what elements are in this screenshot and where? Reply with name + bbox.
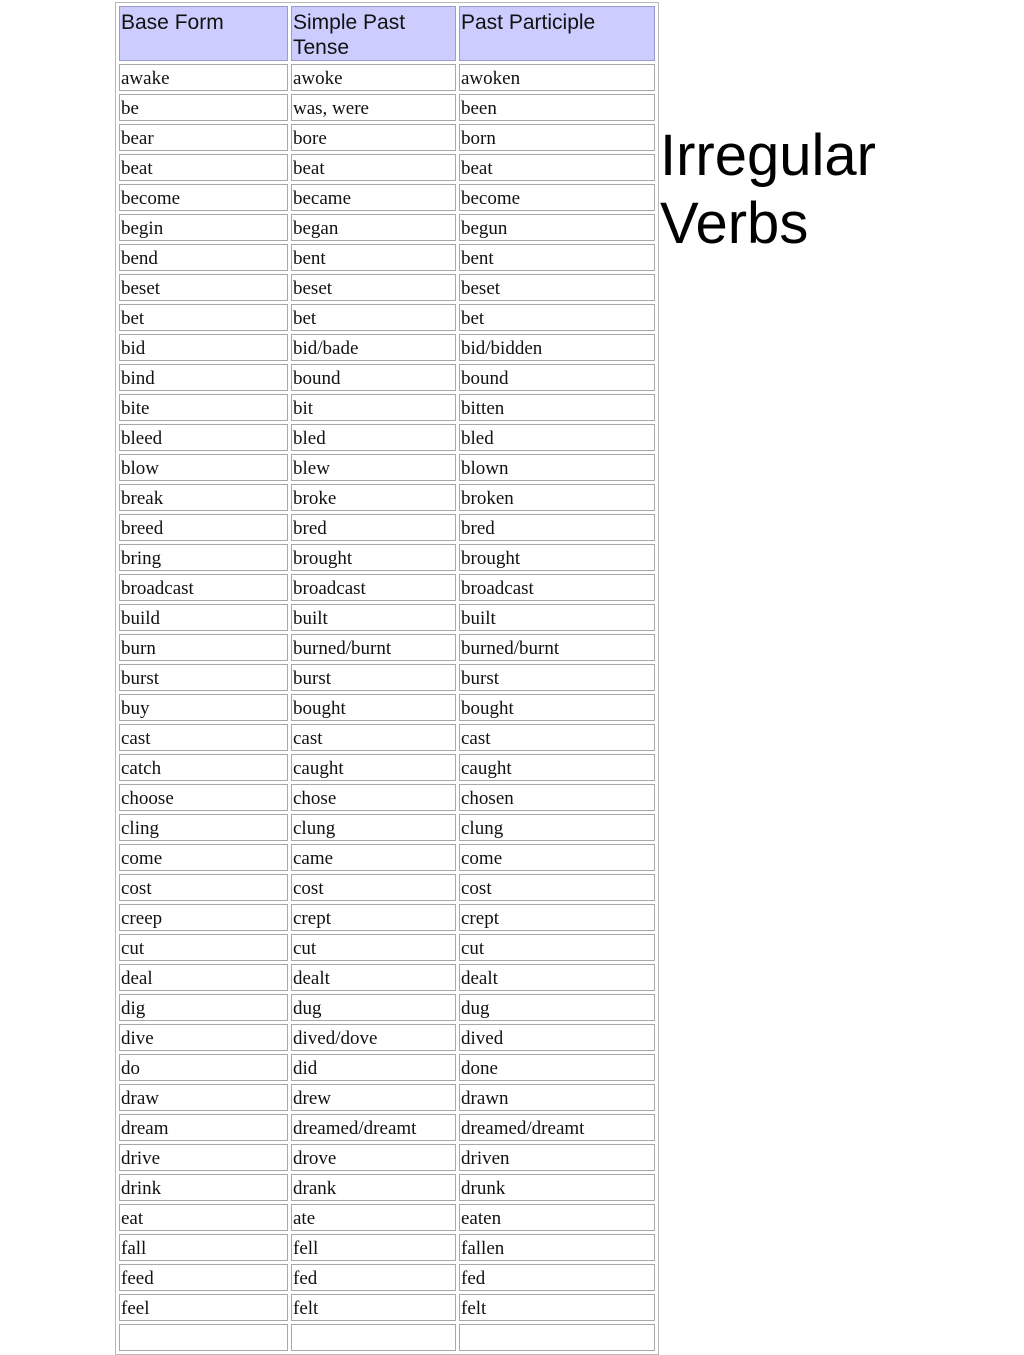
- cell-past-participle: bought: [459, 694, 655, 721]
- cell-past-participle: begun: [459, 214, 655, 241]
- cell-past-participle: born: [459, 124, 655, 151]
- cell-simple-past: blew: [291, 454, 456, 481]
- table-row: [119, 1144, 655, 1171]
- cell-base-form: [119, 1324, 288, 1351]
- table-row: [119, 1264, 655, 1291]
- cell-simple-past: bit: [291, 394, 456, 421]
- table-row: [119, 304, 655, 331]
- cell-base-form: begin: [119, 214, 288, 241]
- cell-base-form: choose: [119, 784, 288, 811]
- cell-base-form: become: [119, 184, 288, 211]
- table-row: [119, 964, 655, 991]
- cell-simple-past: crept: [291, 904, 456, 931]
- cell-base-form: drive: [119, 1144, 288, 1171]
- table-row: [119, 724, 655, 751]
- table-row: [119, 214, 655, 241]
- cell-base-form: breed: [119, 514, 288, 541]
- table-row: [119, 94, 655, 121]
- table-row: [119, 754, 655, 781]
- cell-base-form: buy: [119, 694, 288, 721]
- cell-base-form: creep: [119, 904, 288, 931]
- cell-past-participle: done: [459, 1054, 655, 1081]
- header-base-form: Base Form: [119, 6, 288, 61]
- cell-base-form: broadcast: [119, 574, 288, 601]
- cell-base-form: cost: [119, 874, 288, 901]
- irregular-verbs-table: [115, 2, 659, 1355]
- cell-simple-past: drew: [291, 1084, 456, 1111]
- cell-past-participle: drawn: [459, 1084, 655, 1111]
- table-row: [119, 1294, 655, 1321]
- cell-base-form: drink: [119, 1174, 288, 1201]
- table-row: [119, 934, 655, 961]
- cell-base-form: dive: [119, 1024, 288, 1051]
- cell-simple-past: dealt: [291, 964, 456, 991]
- table-row: [119, 1234, 655, 1261]
- table-row: [119, 664, 655, 691]
- cell-base-form: bear: [119, 124, 288, 151]
- table-row: [119, 394, 655, 421]
- cell-past-participle: dived: [459, 1024, 655, 1051]
- cell-past-participle: beat: [459, 154, 655, 181]
- cell-past-participle: come: [459, 844, 655, 871]
- cell-past-participle: bent: [459, 244, 655, 271]
- cell-past-participle: drunk: [459, 1174, 655, 1201]
- cell-past-participle: dealt: [459, 964, 655, 991]
- cell-base-form: feel: [119, 1294, 288, 1321]
- cell-base-form: be: [119, 94, 288, 121]
- table-row: [119, 124, 655, 151]
- header-past-participle: Past Participle: [459, 6, 655, 61]
- cell-simple-past: bound: [291, 364, 456, 391]
- cell-past-participle: cost: [459, 874, 655, 901]
- cell-past-participle: been: [459, 94, 655, 121]
- title-line-1: Irregular: [660, 123, 876, 188]
- cell-past-participle: broadcast: [459, 574, 655, 601]
- cell-past-participle: brought: [459, 544, 655, 571]
- cell-simple-past: fell: [291, 1234, 456, 1261]
- cell-past-participle: fallen: [459, 1234, 655, 1261]
- cell-base-form: bet: [119, 304, 288, 331]
- table-row: [119, 784, 655, 811]
- cell-simple-past: ate: [291, 1204, 456, 1231]
- cell-simple-past: did: [291, 1054, 456, 1081]
- cell-past-participle: cut: [459, 934, 655, 961]
- cell-past-participle: awoken: [459, 64, 655, 91]
- cell-past-participle: chosen: [459, 784, 655, 811]
- cell-past-participle: blown: [459, 454, 655, 481]
- cell-simple-past: brought: [291, 544, 456, 571]
- table-row: [119, 844, 655, 871]
- cell-base-form: build: [119, 604, 288, 631]
- table-body: [119, 64, 655, 1351]
- cell-past-participle: burst: [459, 664, 655, 691]
- cell-past-participle: cast: [459, 724, 655, 751]
- table-row: [119, 64, 655, 91]
- cell-simple-past: bought: [291, 694, 456, 721]
- table-row: [119, 1324, 655, 1351]
- cell-base-form: cling: [119, 814, 288, 841]
- cell-past-participle: built: [459, 604, 655, 631]
- cell-past-participle: dug: [459, 994, 655, 1021]
- cell-simple-past: bid/bade: [291, 334, 456, 361]
- table-row: [119, 1204, 655, 1231]
- cell-past-participle: bled: [459, 424, 655, 451]
- cell-simple-past: began: [291, 214, 456, 241]
- cell-simple-past: drank: [291, 1174, 456, 1201]
- cell-base-form: bend: [119, 244, 288, 271]
- cell-simple-past: was, were: [291, 94, 456, 121]
- cell-base-form: burn: [119, 634, 288, 661]
- table-row: [119, 514, 655, 541]
- cell-simple-past: bent: [291, 244, 456, 271]
- cell-base-form: dream: [119, 1114, 288, 1141]
- table-row: [119, 994, 655, 1021]
- table-row: [119, 364, 655, 391]
- cell-base-form: come: [119, 844, 288, 871]
- cell-simple-past: burned/burnt: [291, 634, 456, 661]
- cell-base-form: fall: [119, 1234, 288, 1261]
- table-row: [119, 694, 655, 721]
- table-row: [119, 904, 655, 931]
- cell-base-form: deal: [119, 964, 288, 991]
- cell-simple-past: felt: [291, 1294, 456, 1321]
- page-title: [660, 122, 990, 258]
- cell-simple-past: cast: [291, 724, 456, 751]
- cell-past-participle: become: [459, 184, 655, 211]
- cell-simple-past: beat: [291, 154, 456, 181]
- cell-base-form: cut: [119, 934, 288, 961]
- cell-past-participle: bid/bidden: [459, 334, 655, 361]
- table-row: [119, 1084, 655, 1111]
- cell-past-participle: bitten: [459, 394, 655, 421]
- cell-base-form: draw: [119, 1084, 288, 1111]
- cell-simple-past: drove: [291, 1144, 456, 1171]
- table-row: [119, 184, 655, 211]
- cell-past-participle: broken: [459, 484, 655, 511]
- cell-simple-past: burst: [291, 664, 456, 691]
- cell-simple-past: built: [291, 604, 456, 631]
- cell-simple-past: cost: [291, 874, 456, 901]
- cell-base-form: beat: [119, 154, 288, 181]
- cell-base-form: burst: [119, 664, 288, 691]
- cell-past-participle: eaten: [459, 1204, 655, 1231]
- cell-base-form: dig: [119, 994, 288, 1021]
- cell-past-participle: dreamed/dreamt: [459, 1114, 655, 1141]
- table-header: [119, 6, 655, 61]
- table-row: [119, 274, 655, 301]
- table-row: [119, 1114, 655, 1141]
- cell-past-participle: fed: [459, 1264, 655, 1291]
- table-row: [119, 604, 655, 631]
- cell-simple-past: broke: [291, 484, 456, 511]
- cell-simple-past: dreamed/dreamt: [291, 1114, 456, 1141]
- cell-simple-past: awoke: [291, 64, 456, 91]
- cell-base-form: bring: [119, 544, 288, 571]
- table-row: [119, 574, 655, 601]
- cell-simple-past: became: [291, 184, 456, 211]
- cell-simple-past: caught: [291, 754, 456, 781]
- cell-base-form: bid: [119, 334, 288, 361]
- table-row: [119, 424, 655, 451]
- table-row: [119, 874, 655, 901]
- header-row: [119, 6, 655, 61]
- cell-past-participle: beset: [459, 274, 655, 301]
- cell-base-form: bind: [119, 364, 288, 391]
- cell-past-participle: felt: [459, 1294, 655, 1321]
- cell-base-form: feed: [119, 1264, 288, 1291]
- table-row: [119, 484, 655, 511]
- cell-base-form: cast: [119, 724, 288, 751]
- cell-base-form: beset: [119, 274, 288, 301]
- cell-base-form: break: [119, 484, 288, 511]
- table-row: [119, 814, 655, 841]
- table-row: [119, 334, 655, 361]
- cell-simple-past: [291, 1324, 456, 1351]
- cell-past-participle: caught: [459, 754, 655, 781]
- cell-simple-past: broadcast: [291, 574, 456, 601]
- cell-past-participle: bet: [459, 304, 655, 331]
- cell-simple-past: bred: [291, 514, 456, 541]
- table-row: [119, 244, 655, 271]
- table-row: [119, 154, 655, 181]
- cell-simple-past: clung: [291, 814, 456, 841]
- cell-past-participle: crept: [459, 904, 655, 931]
- cell-simple-past: bet: [291, 304, 456, 331]
- cell-base-form: blow: [119, 454, 288, 481]
- cell-simple-past: chose: [291, 784, 456, 811]
- cell-past-participle: driven: [459, 1144, 655, 1171]
- table-row: [119, 454, 655, 481]
- cell-simple-past: bled: [291, 424, 456, 451]
- cell-past-participle: [459, 1324, 655, 1351]
- title-line-2: Verbs: [660, 191, 809, 256]
- cell-simple-past: bore: [291, 124, 456, 151]
- cell-simple-past: cut: [291, 934, 456, 961]
- cell-base-form: catch: [119, 754, 288, 781]
- header-simple-past: Simple Past Tense: [291, 6, 456, 61]
- cell-base-form: bite: [119, 394, 288, 421]
- table-row: [119, 1024, 655, 1051]
- cell-simple-past: fed: [291, 1264, 456, 1291]
- cell-past-participle: bound: [459, 364, 655, 391]
- cell-simple-past: dived/dove: [291, 1024, 456, 1051]
- cell-base-form: bleed: [119, 424, 288, 451]
- cell-simple-past: beset: [291, 274, 456, 301]
- cell-past-participle: bred: [459, 514, 655, 541]
- cell-simple-past: came: [291, 844, 456, 871]
- cell-past-participle: clung: [459, 814, 655, 841]
- cell-simple-past: dug: [291, 994, 456, 1021]
- table-row: [119, 634, 655, 661]
- cell-base-form: awake: [119, 64, 288, 91]
- table-row: [119, 544, 655, 571]
- table-row: [119, 1174, 655, 1201]
- cell-base-form: do: [119, 1054, 288, 1081]
- table-row: [119, 1054, 655, 1081]
- cell-base-form: eat: [119, 1204, 288, 1231]
- cell-past-participle: burned/burnt: [459, 634, 655, 661]
